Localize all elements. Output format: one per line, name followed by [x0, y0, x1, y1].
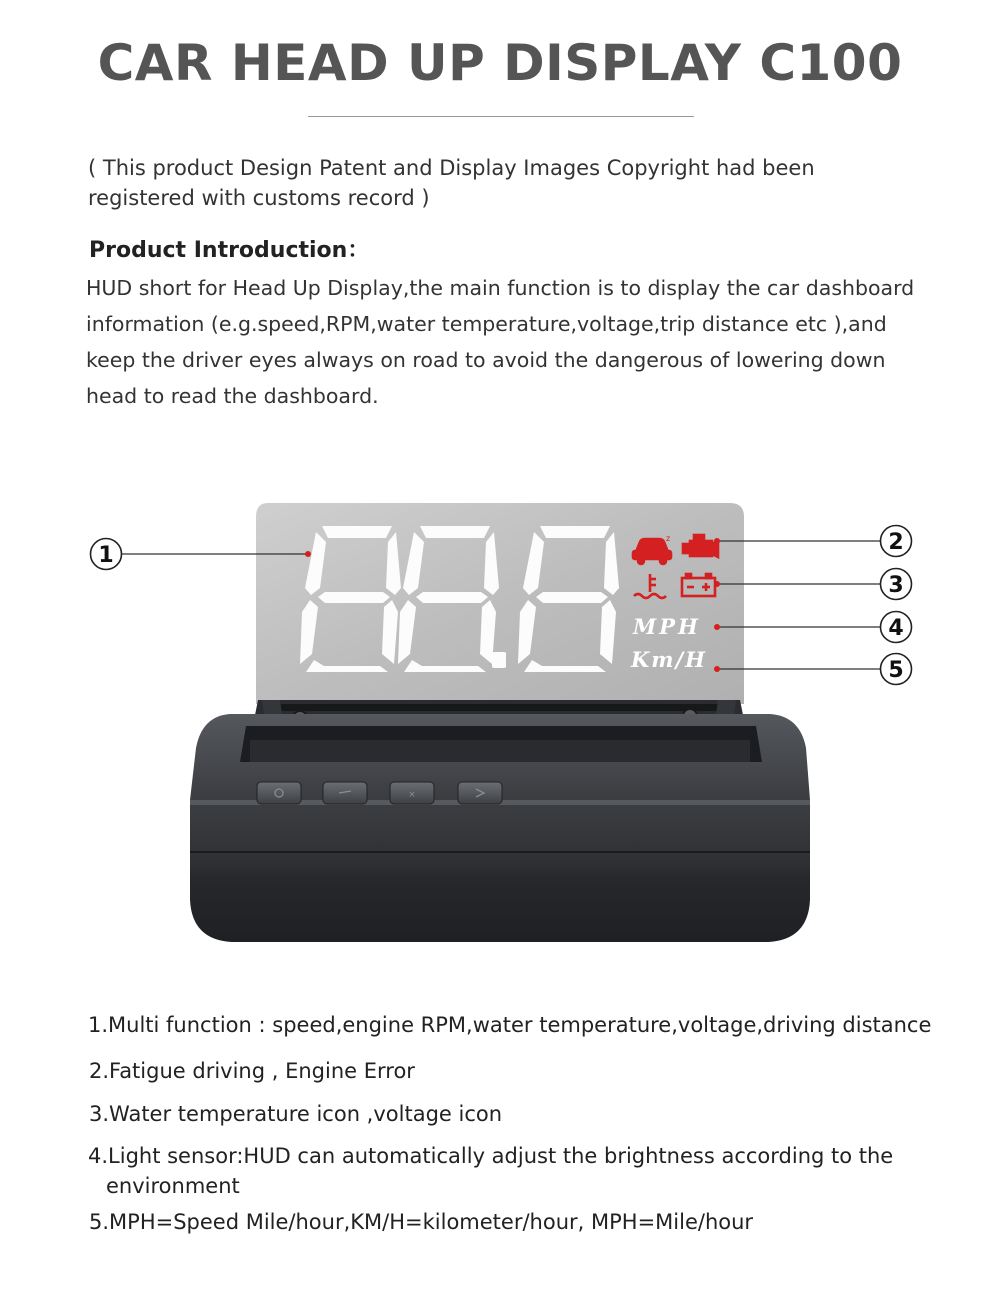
callout-badge-1: [91, 539, 122, 570]
feature-item-4: 4.Light sensor:HUD can automatically adjust the brightness according to the environment: [88, 1144, 894, 1198]
svg-text:3: 3: [888, 573, 904, 598]
feature-item-2: 2.Fatigue driving , Engine Error: [89, 1059, 415, 1083]
callout-badge-2: [881, 526, 912, 557]
intro-heading: Product Introduction：: [89, 238, 370, 263]
minus-button[interactable]: [323, 782, 367, 804]
mode-button[interactable]: [390, 782, 434, 804]
hud-device-body: [190, 714, 810, 942]
svg-text:5: 5: [888, 658, 904, 683]
intro-paragraph: HUD short for Head Up Display,the main function is to display the car dashboard information (e.g.speed,RPM,water temperature,voltage,trip distance etc ),and keep the driver eyes always on road to avoid the dangerous of lowering down head to read the dashboard.: [86, 276, 915, 408]
copyright-notice: ( This product Design Patent and Display Images Copyright had been registered with customs record ): [88, 156, 815, 210]
feature-item-1: 1.Multi function : speed,engine RPM,water temperature,voltage,driving distance: [88, 1013, 932, 1037]
next-button[interactable]: [458, 782, 502, 804]
unit-mph-label: MPH: [633, 614, 701, 639]
unit-kmh-label: Km/H: [631, 647, 707, 672]
svg-text:2: 2: [888, 530, 904, 555]
callout-badge-3: [881, 569, 912, 600]
feature-item-3: 3.Water temperature icon ,voltage icon: [89, 1102, 503, 1126]
feature-item-5: 5.MPH=Speed Mile/hour,KM/H=kilometer/hour, MPH=Mile/hour: [89, 1210, 754, 1234]
svg-text:z: z: [666, 534, 671, 543]
callout-badge-4: [881, 612, 912, 643]
page-title: CAR HEAD UP DISPLAY C100: [97, 34, 903, 92]
svg-text:1: 1: [98, 543, 114, 568]
power-button[interactable]: [257, 782, 301, 804]
svg-text:4: 4: [888, 616, 904, 641]
mode-icon: ×: [408, 790, 416, 800]
callout-badge-5: [881, 654, 912, 685]
decimal-point: [492, 652, 506, 668]
